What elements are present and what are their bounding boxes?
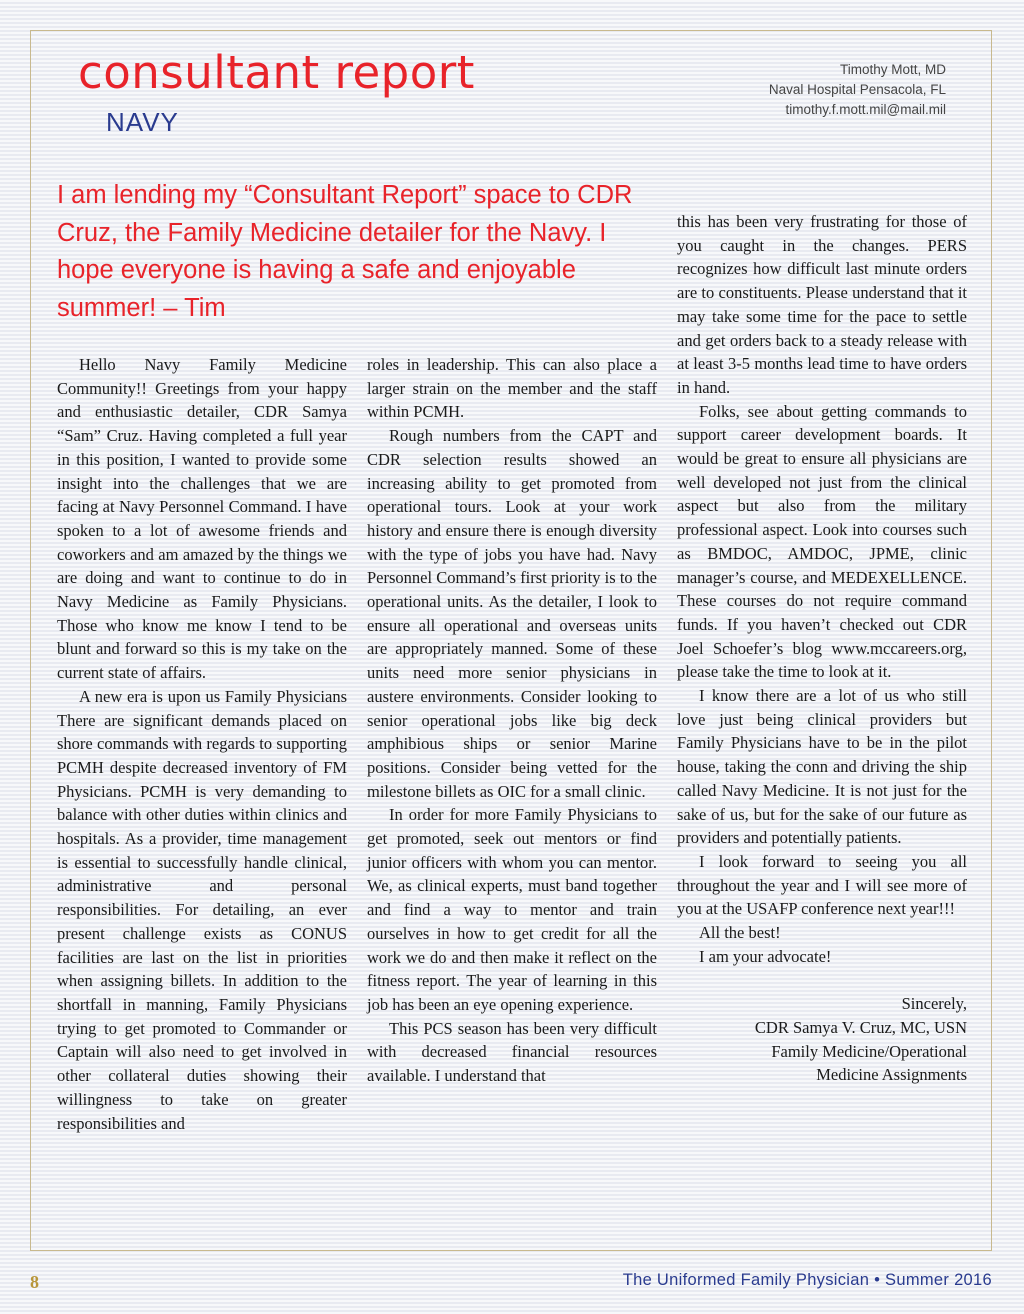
signature-title: Family Medicine/Operational bbox=[771, 1041, 967, 1061]
article-column-2 bbox=[367, 353, 657, 1088]
author-name: Timothy Mott, MD bbox=[839, 62, 946, 77]
branch-label: NAVY bbox=[106, 107, 179, 137]
author-affiliation: Naval Hospital Pensacola, FL bbox=[768, 82, 946, 97]
paragraph: Hello Navy Family Medicine Community!! Greetings from your happy and enthusiastic detailer, CDR Samya “Sam” Cruz. Having completed a full year in this position, I wanted to provide some insight into the challenges that we are facing at Navy Personnel Command. I have spoken to a lot of awesome friends and coworkers and am amazed by the things we are doing and want to continue to do in Navy Medicine as Family Physicians. Those who know me know I tend to be blunt and forward so this is my take on the current state of affairs. bbox=[57, 355, 347, 683]
paragraph: A new era is upon us Family Physicians There are significant demands placed on shore commands with regards to supporting PCMH despite decreased inventory of FM Physicians. PCMH is very demanding to balance with other duties within clinics and hospitals. As a provider, time management is essential to successfully handle clinical, administrative and personal responsibilities. For detailing, an ever present challenge exists as CONUS facilities are last on the list in priorities when assigning billets. In addition to the shortfall in manning, Family Physicians trying to get promoted to Commander or Captain will also need to get involved in other collateral duties showing their willingness to take on greater responsibilities and bbox=[57, 686, 347, 1133]
paragraph: This PCS season has been very difficult with decreased financial resources available. I understand that bbox=[367, 1018, 657, 1086]
publication-footer: The Uniformed Family Physician • Summer 2016 bbox=[622, 1271, 992, 1289]
signature-closing: Sincerely, bbox=[901, 994, 967, 1014]
signature-name: CDR Samya V. Cruz, MC, USN bbox=[754, 1017, 967, 1037]
section-title: consultant report bbox=[78, 46, 475, 99]
paragraph: I know there are a lot of us who still love just being clinical providers but Family Physicians have to be in the pilot house, taking the conn and driving the ship called Navy Medicine. It is not just for the sake of us, but for the sake of our future as providers and potentially patients. bbox=[677, 686, 967, 848]
paragraph: All the best! bbox=[699, 923, 781, 943]
paragraph: Rough numbers from the CAPT and CDR selection results showed an increasing ability to get promoted from operational tours. Look at your work history and ensure there is enough diversity with the type of jobs you have had. Navy Personnel Command’s first priority is to the operational units. As the detailer, I look to ensure all operational and overseas units are appropriately manned. Some of these units need more senior physicians in austere environments. Consider looking to senior operational jobs like big deck amphibious ships or senior Marine positions. Consider being vetted for the milestone billets as OIC for a small clinic. bbox=[367, 426, 657, 801]
paragraph: I am your advocate! bbox=[699, 946, 832, 966]
signature-block bbox=[677, 992, 967, 1087]
paragraph: this has been very frustrating for those of you caught in the changes. PERS recognizes how difficult last minute orders are to constituents. Please understand that it may take some time for the pace to settle and get orders back to a steady release with at least 3-5 months lead time to have orders in hand. bbox=[677, 212, 967, 397]
author-email[interactable]: timothy.f.mott.mil@mail.mil bbox=[785, 102, 946, 117]
paragraph: I look forward to seeing you all throughout the year and I will see more of you at the USAFP conference next year!!! bbox=[677, 851, 967, 919]
article-column-3 bbox=[677, 210, 967, 1087]
author-block bbox=[769, 60, 946, 120]
article-column-1 bbox=[57, 353, 347, 1135]
page-number: 8 bbox=[30, 1272, 39, 1292]
paragraph: Folks, see about getting commands to support career development boards. It would be great to ensure all physicians are well developed not just from the clinical aspect but also from the military professional aspect. Look into courses such as BMDOC, AMDOC, JPME, clinic manager’s course, and MEDEXELLENCE. These courses do not require command funds. If you haven’t checked out CDR Joel Schoefer’s blog www.mccareers.org, please take the time to look at it. bbox=[677, 401, 967, 682]
paragraph: roles in leadership. This can also place a larger strain on the member and the staff within PCMH. bbox=[367, 355, 657, 422]
paragraph: In order for more Family Physicians to get promoted, seek out mentors or find junior officers with whom you can mentor. We, as clinical experts, must band together and find a way to mentor and train ourselves in how to get credit for all the work we do and then make it reflect on the fitness report. The year of learning in this job has been an eye opening experience. bbox=[367, 805, 657, 1014]
signature-title: Medicine Assignments bbox=[816, 1065, 967, 1085]
intro-note: I am lending my “Consultant Report” space to CDR Cruz, the Family Medicine detailer for the Navy. I hope everyone is having a safe and enjoyable summer! – Tim bbox=[57, 181, 633, 322]
